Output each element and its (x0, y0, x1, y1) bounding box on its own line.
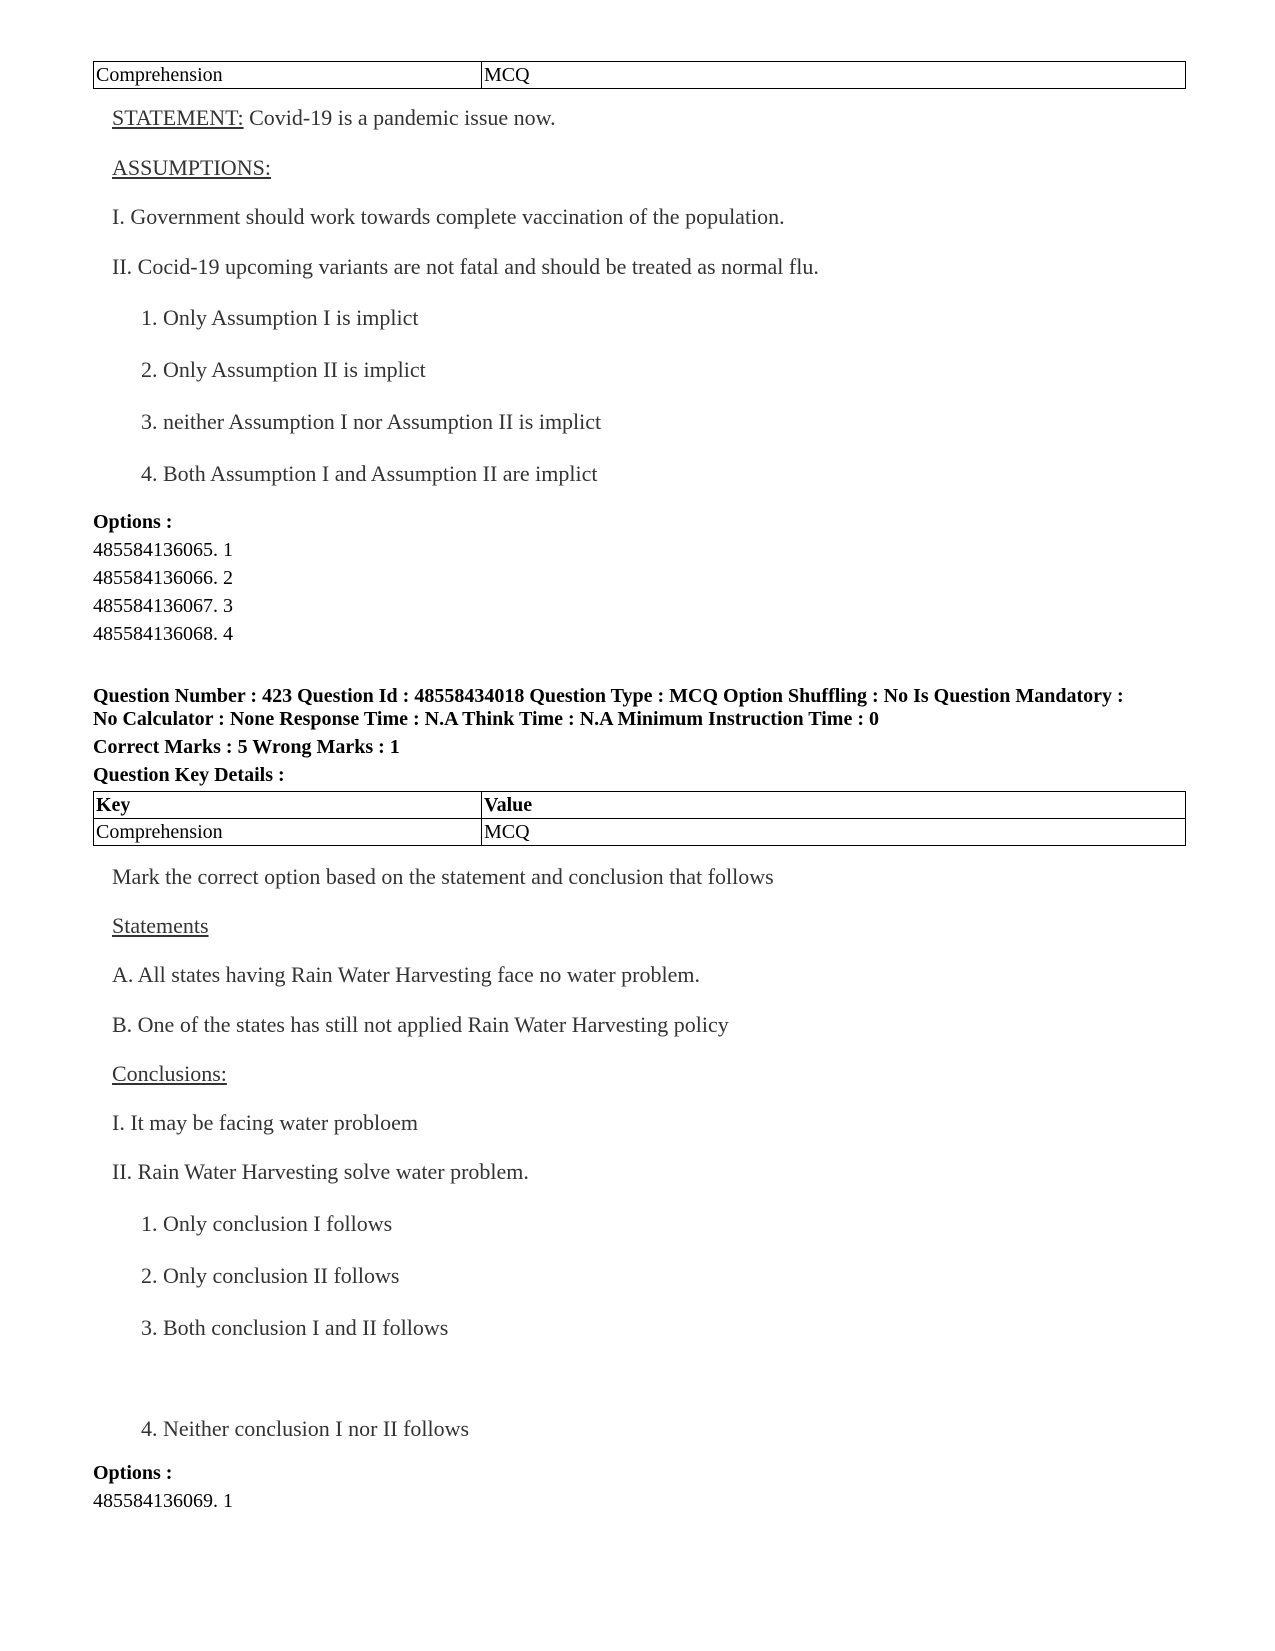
q1-choice-3: 3. neither Assumption I nor Assumption II is implict (141, 409, 602, 434)
q1-options-label: Options : (93, 511, 173, 533)
value-cell: MCQ (482, 819, 1186, 846)
q2-meta-line-2: No Calculator : None Response Time : N.A Think Time : N.A Minimum Instruction Time : 0 (93, 708, 879, 730)
conclusions-label: Conclusions: (112, 1061, 227, 1086)
assumption-2: II. Cocid-19 upcoming variants are not fatal and should be treated as normal flu. (112, 254, 819, 279)
table-row (94, 62, 1186, 89)
q1-option-4: 485584136068. 4 (93, 623, 233, 645)
q1-key-table (93, 61, 1186, 89)
header-value: Value (482, 792, 1186, 819)
assumptions-label: ASSUMPTIONS: (112, 155, 271, 180)
q2-option-1: 485584136069. 1 (93, 1490, 233, 1512)
q2-marks: Correct Marks : 5 Wrong Marks : 1 (93, 736, 400, 758)
q1-option-3: 485584136067. 3 (93, 595, 233, 617)
q2-key-table (93, 791, 1186, 846)
statement-text: Covid-19 is a pandemic issue now. (243, 105, 556, 130)
statement-label: STATEMENT: (112, 105, 244, 130)
q2-choice-2: 2. Only conclusion II follows (141, 1263, 400, 1288)
header-key: Key (94, 792, 482, 819)
conclusion-1: I. It may be facing water probloem (112, 1110, 419, 1135)
statement-b: B. One of the states has still not applied Rain Water Harvesting policy (112, 1012, 729, 1037)
q2-choice-1: 1. Only conclusion I follows (141, 1211, 393, 1236)
key-cell: Comprehension (94, 819, 482, 846)
conclusion-2: II. Rain Water Harvesting solve water problem. (112, 1159, 529, 1184)
q1-option-1: 485584136065. 1 (93, 539, 233, 561)
table-row (94, 819, 1186, 846)
table-header-row (94, 792, 1186, 819)
q2-instruction: Mark the correct option based on the statement and conclusion that follows (112, 864, 774, 889)
q1-option-2: 485584136066. 2 (93, 567, 233, 589)
q1-choice-2: 2. Only Assumption II is implict (141, 357, 426, 382)
q2-key-details-label: Question Key Details : (93, 764, 285, 786)
q2-options-label: Options : (93, 1462, 173, 1484)
q2-meta-line-1: Question Number : 423 Question Id : 48558434018 Question Type : MCQ Option Shuffling : No Is Question Mandatory : (93, 685, 1124, 707)
q2-choice-3: 3. Both conclusion I and II follows (141, 1315, 449, 1340)
statements-label: Statements (112, 913, 209, 938)
q1-choice-4: 4. Both Assumption I and Assumption II are implict (141, 461, 598, 486)
statement-a: A. All states having Rain Water Harvesting face no water problem. (112, 962, 700, 987)
key-cell: Comprehension (94, 62, 482, 89)
q2-choice-4: 4. Neither conclusion I nor II follows (141, 1416, 470, 1441)
q1-statement (112, 105, 556, 131)
q1-choice-1: 1. Only Assumption I is implict (141, 305, 419, 330)
assumption-1: I. Government should work towards complete vaccination of the population. (112, 204, 785, 229)
value-cell: MCQ (482, 62, 1186, 89)
